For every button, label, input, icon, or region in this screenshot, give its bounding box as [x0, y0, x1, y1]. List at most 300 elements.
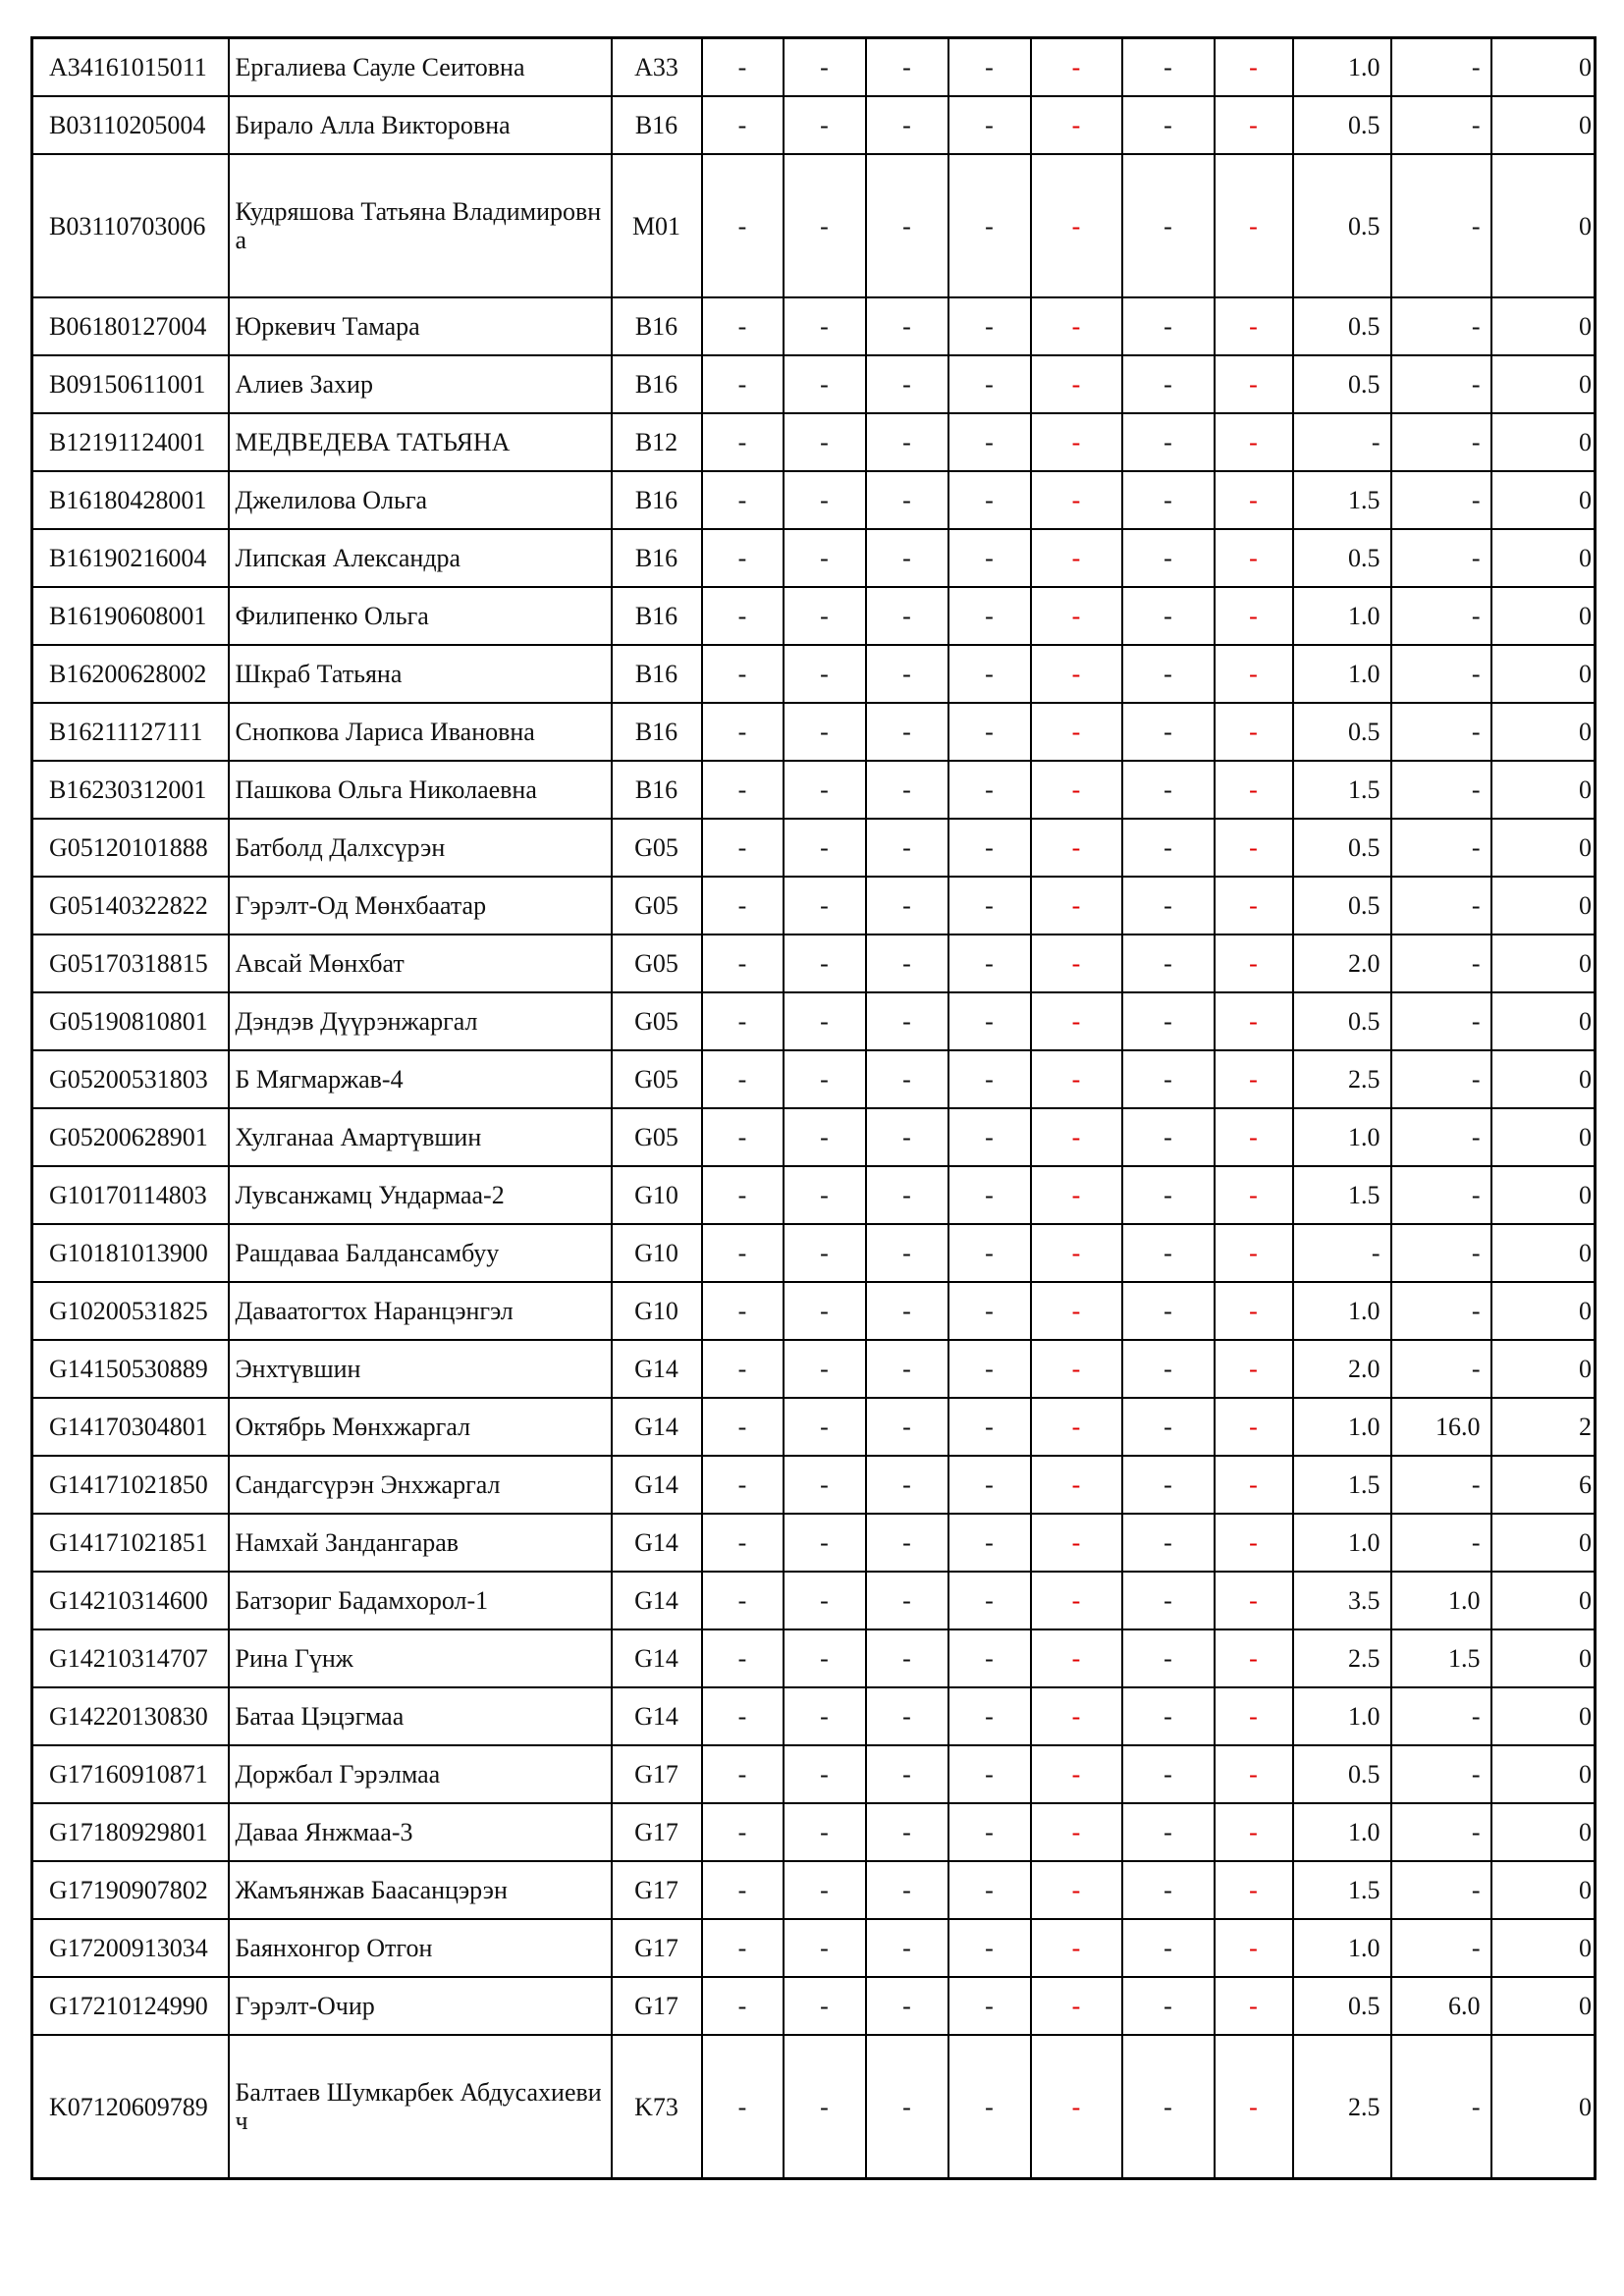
record-id-cell: B16180428001	[32, 471, 229, 529]
table-row	[32, 413, 1596, 471]
value-cell-1: -	[702, 992, 784, 1050]
value-cell-6: -	[1122, 471, 1215, 529]
value-cell-7	[1215, 96, 1293, 154]
value-cell-4: -	[948, 1572, 1031, 1629]
value-cell-5	[1031, 1224, 1122, 1282]
person-name-cell: Баянхонгор Отгон	[229, 1919, 612, 1977]
value-cell-2: -	[784, 529, 866, 587]
value-v2-cell: -	[1391, 645, 1491, 703]
person-name-cell: Балтаев Шумкарбек Абдусахиевич	[229, 2035, 612, 2179]
value-cell-3: -	[866, 761, 948, 819]
record-id-cell: B16190216004	[32, 529, 229, 587]
red-dash-mark: -	[1249, 211, 1258, 240]
record-id-cell: G05200628901	[32, 1108, 229, 1166]
value-cell-6: -	[1122, 1629, 1215, 1687]
person-name-cell: Пашкова Ольга Николаевна	[229, 761, 612, 819]
record-id-cell: B12191124001	[32, 413, 229, 471]
record-id-cell: K07120609789	[32, 2035, 229, 2179]
value-cell-2: -	[784, 819, 866, 877]
record-id-cell: G10170114803	[32, 1166, 229, 1224]
value-v1-cell: 2.5	[1293, 2035, 1391, 2179]
value-v2-cell: -	[1391, 1050, 1491, 1108]
value-v3-cell: 0	[1491, 587, 1596, 645]
value-cell-1: -	[702, 645, 784, 703]
value-cell-2: -	[784, 761, 866, 819]
value-cell-3: -	[866, 587, 948, 645]
value-cell-6: -	[1122, 1282, 1215, 1340]
table-row	[32, 1398, 1596, 1456]
value-cell-1: -	[702, 1572, 784, 1629]
red-dash-mark: -	[1071, 660, 1081, 688]
person-name-cell: Гэрэлт-Од Мөнхбаатар	[229, 877, 612, 934]
value-cell-2: -	[784, 934, 866, 992]
value-cell-4: -	[948, 587, 1031, 645]
red-dash-mark: -	[1071, 1876, 1081, 1904]
value-cell-1: -	[702, 1456, 784, 1514]
red-dash-mark: -	[1249, 312, 1258, 341]
red-dash-mark: -	[1249, 1528, 1258, 1557]
value-cell-6: -	[1122, 1977, 1215, 2035]
red-dash-mark: -	[1071, 1470, 1081, 1499]
red-dash-mark: -	[1071, 1586, 1081, 1615]
value-v2-cell: -	[1391, 1224, 1491, 1282]
code-cell: G14	[612, 1340, 702, 1398]
record-id-cell: B16200628002	[32, 645, 229, 703]
value-cell-1: -	[702, 1919, 784, 1977]
table-row	[32, 154, 1596, 297]
value-v1-cell: 1.5	[1293, 471, 1391, 529]
value-cell-5	[1031, 1108, 1122, 1166]
value-v2-cell: -	[1391, 413, 1491, 471]
red-dash-mark: -	[1071, 775, 1081, 804]
table-row	[32, 1224, 1596, 1282]
value-cell-7	[1215, 1803, 1293, 1861]
value-cell-2: -	[784, 1398, 866, 1456]
red-dash-mark: -	[1071, 312, 1081, 341]
red-dash-mark: -	[1249, 660, 1258, 688]
value-v1-cell: 0.5	[1293, 355, 1391, 413]
value-cell-7	[1215, 1340, 1293, 1398]
table-row	[32, 645, 1596, 703]
table-row	[32, 1745, 1596, 1803]
value-v1-cell: 1.5	[1293, 1861, 1391, 1919]
value-v2-cell: -	[1391, 1166, 1491, 1224]
value-cell-3: -	[866, 154, 948, 297]
red-dash-mark: -	[1249, 1413, 1258, 1441]
value-cell-7	[1215, 1166, 1293, 1224]
value-cell-2: -	[784, 1977, 866, 2035]
value-cell-4: -	[948, 1919, 1031, 1977]
value-cell-3: -	[866, 297, 948, 355]
value-cell-1: -	[702, 1977, 784, 2035]
red-dash-mark: -	[1071, 1181, 1081, 1209]
value-v3-cell: 0	[1491, 1340, 1596, 1398]
value-cell-1: -	[702, 413, 784, 471]
value-cell-4: -	[948, 1977, 1031, 2035]
record-id-cell: G17190907802	[32, 1861, 229, 1919]
red-dash-mark: -	[1071, 602, 1081, 630]
value-cell-6: -	[1122, 529, 1215, 587]
record-id-cell: G05140322822	[32, 877, 229, 934]
record-id-cell: G05200531803	[32, 1050, 229, 1108]
value-cell-5	[1031, 645, 1122, 703]
value-cell-1: -	[702, 1861, 784, 1919]
value-v1-cell: 2.5	[1293, 1050, 1391, 1108]
value-v3-cell: 0	[1491, 2035, 1596, 2179]
value-cell-4: -	[948, 1745, 1031, 1803]
red-dash-mark: -	[1249, 486, 1258, 514]
code-cell: A33	[612, 38, 702, 97]
value-cell-7	[1215, 1919, 1293, 1977]
value-cell-5	[1031, 703, 1122, 761]
record-id-cell: B16190608001	[32, 587, 229, 645]
red-dash-mark: -	[1071, 111, 1081, 139]
value-cell-5	[1031, 1745, 1122, 1803]
value-cell-4: -	[948, 1629, 1031, 1687]
code-cell: G10	[612, 1166, 702, 1224]
red-dash-mark: -	[1249, 718, 1258, 746]
value-v1-cell: 1.0	[1293, 587, 1391, 645]
person-name-cell: Кудряшова Татьяна Владимировна	[229, 154, 612, 297]
person-name-cell: МЕДВЕДЕВА ТАТЬЯНА	[229, 413, 612, 471]
value-cell-2: -	[784, 413, 866, 471]
value-v1-cell: 1.0	[1293, 1687, 1391, 1745]
value-cell-6: -	[1122, 934, 1215, 992]
value-v1-cell: 2.0	[1293, 1340, 1391, 1398]
value-cell-7	[1215, 703, 1293, 761]
value-v2-cell: -	[1391, 297, 1491, 355]
value-cell-6: -	[1122, 761, 1215, 819]
value-v1-cell: 1.0	[1293, 1803, 1391, 1861]
value-v3-cell: 0	[1491, 38, 1596, 97]
value-cell-2: -	[784, 992, 866, 1050]
code-cell: B16	[612, 645, 702, 703]
value-cell-5	[1031, 1687, 1122, 1745]
value-cell-7	[1215, 1629, 1293, 1687]
value-cell-5	[1031, 1572, 1122, 1629]
table-row	[32, 1108, 1596, 1166]
value-v1-cell: 1.0	[1293, 1282, 1391, 1340]
value-cell-2: -	[784, 1050, 866, 1108]
code-cell: G05	[612, 1050, 702, 1108]
value-cell-4: -	[948, 1340, 1031, 1398]
value-cell-4: -	[948, 96, 1031, 154]
value-cell-1: -	[702, 934, 784, 992]
value-v2-cell: -	[1391, 819, 1491, 877]
value-cell-2: -	[784, 1687, 866, 1745]
value-cell-4: -	[948, 1687, 1031, 1745]
table-row	[32, 587, 1596, 645]
value-v1-cell: 1.5	[1293, 761, 1391, 819]
value-cell-7	[1215, 587, 1293, 645]
code-cell: B16	[612, 355, 702, 413]
value-cell-3: -	[866, 38, 948, 97]
code-cell: G14	[612, 1629, 702, 1687]
code-cell: G17	[612, 1977, 702, 2035]
value-v3-cell: 0	[1491, 1803, 1596, 1861]
value-cell-7	[1215, 1977, 1293, 2035]
record-id-cell: G17180929801	[32, 1803, 229, 1861]
code-cell: G14	[612, 1687, 702, 1745]
value-cell-7	[1215, 1514, 1293, 1572]
value-cell-3: -	[866, 1514, 948, 1572]
value-cell-4: -	[948, 1803, 1031, 1861]
value-cell-6: -	[1122, 1514, 1215, 1572]
value-cell-7	[1215, 471, 1293, 529]
value-cell-4: -	[948, 703, 1031, 761]
person-name-cell: Рашдаваа Балдансамбуу	[229, 1224, 612, 1282]
value-cell-1: -	[702, 1745, 784, 1803]
red-dash-mark: -	[1071, 1065, 1081, 1094]
code-cell: B16	[612, 703, 702, 761]
value-cell-2: -	[784, 297, 866, 355]
person-name-cell: Сандагсүрэн Энхжаргал	[229, 1456, 612, 1514]
record-id-cell: B06180127004	[32, 297, 229, 355]
value-cell-2: -	[784, 1745, 866, 1803]
value-cell-2: -	[784, 1629, 866, 1687]
value-cell-2: -	[784, 355, 866, 413]
record-id-cell: B09150611001	[32, 355, 229, 413]
value-cell-5	[1031, 1514, 1122, 1572]
value-cell-4: -	[948, 38, 1031, 97]
value-cell-1: -	[702, 154, 784, 297]
value-v3-cell: 0	[1491, 1224, 1596, 1282]
value-cell-5	[1031, 1629, 1122, 1687]
value-v2-cell: -	[1391, 1919, 1491, 1977]
value-cell-7	[1215, 1224, 1293, 1282]
value-cell-7	[1215, 1398, 1293, 1456]
value-cell-5	[1031, 1977, 1122, 2035]
code-cell: G05	[612, 934, 702, 992]
value-cell-4: -	[948, 1050, 1031, 1108]
red-dash-mark: -	[1249, 602, 1258, 630]
person-name-cell: Снопкова Лариса Ивановна	[229, 703, 612, 761]
value-cell-5	[1031, 1861, 1122, 1919]
table-row	[32, 38, 1596, 97]
value-cell-2: -	[784, 1224, 866, 1282]
value-cell-6: -	[1122, 413, 1215, 471]
value-cell-2: -	[784, 1514, 866, 1572]
value-cell-3: -	[866, 877, 948, 934]
value-v2-cell: -	[1391, 1745, 1491, 1803]
person-name-cell: Батболд Далхсүрэн	[229, 819, 612, 877]
value-cell-5	[1031, 529, 1122, 587]
red-dash-mark: -	[1249, 1470, 1258, 1499]
value-v2-cell: -	[1391, 877, 1491, 934]
value-cell-4: -	[948, 1108, 1031, 1166]
value-cell-1: -	[702, 587, 784, 645]
value-cell-6: -	[1122, 819, 1215, 877]
value-v2-cell: -	[1391, 355, 1491, 413]
value-cell-6: -	[1122, 587, 1215, 645]
value-cell-1: -	[702, 1224, 784, 1282]
value-cell-1: -	[702, 877, 784, 934]
record-id-cell: B03110205004	[32, 96, 229, 154]
table-row	[32, 934, 1596, 992]
red-dash-mark: -	[1249, 1934, 1258, 1962]
value-cell-3: -	[866, 1282, 948, 1340]
code-cell: B16	[612, 529, 702, 587]
red-dash-mark: -	[1249, 891, 1258, 920]
value-cell-3: -	[866, 1398, 948, 1456]
value-cell-4: -	[948, 1456, 1031, 1514]
value-cell-6: -	[1122, 992, 1215, 1050]
value-cell-3: -	[866, 413, 948, 471]
value-cell-3: -	[866, 1629, 948, 1687]
record-id-cell: G05170318815	[32, 934, 229, 992]
value-cell-1: -	[702, 96, 784, 154]
value-cell-6: -	[1122, 645, 1215, 703]
red-dash-mark: -	[1071, 949, 1081, 978]
value-v1-cell: 1.0	[1293, 38, 1391, 97]
value-cell-3: -	[866, 992, 948, 1050]
value-cell-5	[1031, 2035, 1122, 2179]
value-cell-2: -	[784, 471, 866, 529]
person-name-cell: Шкраб Татьяна	[229, 645, 612, 703]
value-cell-4: -	[948, 413, 1031, 471]
value-cell-3: -	[866, 934, 948, 992]
record-id-cell: G10181013900	[32, 1224, 229, 1282]
value-cell-7	[1215, 877, 1293, 934]
value-v3-cell: 0	[1491, 1919, 1596, 1977]
value-cell-1: -	[702, 1340, 784, 1398]
table-row	[32, 1629, 1596, 1687]
record-id-cell: A34161015011	[32, 38, 229, 97]
value-cell-5	[1031, 992, 1122, 1050]
value-cell-5	[1031, 1282, 1122, 1340]
record-id-cell: G14220130830	[32, 1687, 229, 1745]
person-name-cell: Энхтүвшин	[229, 1340, 612, 1398]
value-cell-5	[1031, 38, 1122, 97]
code-cell: B16	[612, 761, 702, 819]
value-cell-3: -	[866, 1745, 948, 1803]
value-v3-cell: 0	[1491, 413, 1596, 471]
value-cell-4: -	[948, 761, 1031, 819]
person-name-cell: Гэрэлт-Очир	[229, 1977, 612, 2035]
value-v3-cell: 0	[1491, 819, 1596, 877]
table-row	[32, 1572, 1596, 1629]
person-name-cell: Даваатогтох Наранцэнгэл	[229, 1282, 612, 1340]
value-v3-cell: 0	[1491, 645, 1596, 703]
person-name-cell: Авсай Мөнхбат	[229, 934, 612, 992]
value-cell-6: -	[1122, 1687, 1215, 1745]
red-dash-mark: -	[1071, 1528, 1081, 1557]
value-cell-1: -	[702, 471, 784, 529]
value-v1-cell: 2.0	[1293, 934, 1391, 992]
person-name-cell: Ергалиева Сауле Сеитовна	[229, 38, 612, 97]
value-cell-7	[1215, 413, 1293, 471]
value-v1-cell: -	[1293, 1224, 1391, 1282]
value-cell-7	[1215, 1282, 1293, 1340]
red-dash-mark: -	[1071, 1007, 1081, 1036]
value-cell-6: -	[1122, 38, 1215, 97]
red-dash-mark: -	[1071, 428, 1081, 456]
table-row	[32, 1166, 1596, 1224]
value-cell-2: -	[784, 645, 866, 703]
red-dash-mark: -	[1071, 1297, 1081, 1325]
value-cell-7	[1215, 1050, 1293, 1108]
code-cell: B16	[612, 297, 702, 355]
table-row	[32, 992, 1596, 1050]
red-dash-mark: -	[1249, 1239, 1258, 1267]
record-id-cell: G14171021850	[32, 1456, 229, 1514]
value-cell-4: -	[948, 297, 1031, 355]
red-dash-mark: -	[1249, 2092, 1258, 2121]
code-cell: K73	[612, 2035, 702, 2179]
code-cell: B16	[612, 587, 702, 645]
value-cell-3: -	[866, 1861, 948, 1919]
value-v2-cell: -	[1391, 587, 1491, 645]
value-cell-2: -	[784, 1282, 866, 1340]
red-dash-mark: -	[1071, 1702, 1081, 1731]
value-cell-6: -	[1122, 1572, 1215, 1629]
code-cell: G14	[612, 1514, 702, 1572]
value-cell-5	[1031, 1340, 1122, 1398]
value-v3-cell: 0	[1491, 1050, 1596, 1108]
record-id-cell: G17160910871	[32, 1745, 229, 1803]
red-dash-mark: -	[1249, 1355, 1258, 1383]
value-cell-1: -	[702, 1050, 784, 1108]
red-dash-mark: -	[1071, 2092, 1081, 2121]
value-cell-5	[1031, 934, 1122, 992]
value-v2-cell: -	[1391, 471, 1491, 529]
value-cell-3: -	[866, 355, 948, 413]
person-name-cell: Октябрь Мөнхжаргал	[229, 1398, 612, 1456]
value-cell-7	[1215, 934, 1293, 992]
value-v1-cell: 0.5	[1293, 819, 1391, 877]
value-v2-cell: -	[1391, 1803, 1491, 1861]
red-dash-mark: -	[1249, 833, 1258, 862]
record-id-cell: B03110703006	[32, 154, 229, 297]
value-cell-1: -	[702, 38, 784, 97]
value-v3-cell: 0	[1491, 1514, 1596, 1572]
value-v2-cell: -	[1391, 1861, 1491, 1919]
value-cell-2: -	[784, 877, 866, 934]
value-cell-6: -	[1122, 1224, 1215, 1282]
person-name-cell: Б Мягмаржав-4	[229, 1050, 612, 1108]
value-cell-7	[1215, 1108, 1293, 1166]
code-cell: G17	[612, 1861, 702, 1919]
code-cell: G05	[612, 992, 702, 1050]
value-cell-3: -	[866, 1050, 948, 1108]
value-v3-cell: 0	[1491, 1282, 1596, 1340]
value-v1-cell: 1.0	[1293, 1919, 1391, 1977]
value-v2-cell: -	[1391, 96, 1491, 154]
code-cell: G05	[612, 1108, 702, 1166]
person-name-cell: Намхай Зандангарав	[229, 1514, 612, 1572]
value-cell-2: -	[784, 1108, 866, 1166]
value-v2-cell: -	[1391, 934, 1491, 992]
value-cell-1: -	[702, 1398, 784, 1456]
record-id-cell: B16211127111	[32, 703, 229, 761]
value-v1-cell: 0.5	[1293, 297, 1391, 355]
code-cell: G05	[612, 877, 702, 934]
value-cell-2: -	[784, 587, 866, 645]
red-dash-mark: -	[1071, 1644, 1081, 1673]
person-name-cell: Юркевич Тамара	[229, 297, 612, 355]
value-v3-cell: 0	[1491, 471, 1596, 529]
value-v1-cell: 0.5	[1293, 96, 1391, 154]
value-cell-6: -	[1122, 1050, 1215, 1108]
value-cell-1: -	[702, 529, 784, 587]
table-row	[32, 1050, 1596, 1108]
value-cell-7	[1215, 992, 1293, 1050]
value-cell-7	[1215, 1456, 1293, 1514]
value-cell-4: -	[948, 1282, 1031, 1340]
table-row	[32, 1861, 1596, 1919]
red-dash-mark: -	[1249, 1181, 1258, 1209]
value-cell-3: -	[866, 96, 948, 154]
